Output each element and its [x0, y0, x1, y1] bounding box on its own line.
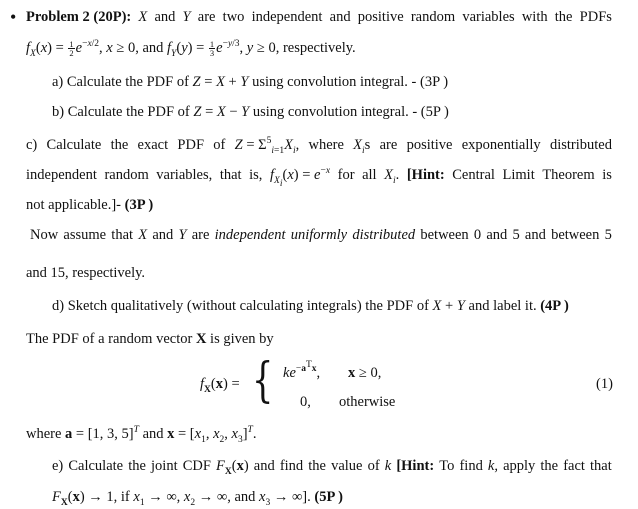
vector-intro: The PDF of a random vector X is given by — [26, 331, 274, 347]
equation-number: (1) — [596, 376, 613, 392]
where-line: where a = [1, 3, 5]$^T$ and $x = [x_1$, $x_2$, $x_3]^T$. — [26, 425, 257, 445]
equation-case-2-cond: otherwise — [339, 394, 396, 410]
part-b: b) Calculate the PDF of Z = X − Y using convolution integral. - (5P ) — [52, 104, 449, 120]
pdf-line: $f_X(x)$ = $\frac{1}{2}$ $e^{-x/2}$, x ≥ 0, and $f_Y(y)$ = $\frac{1}{3}$ $e^{-y/3}$, y ≥ 0, respectively. — [26, 39, 356, 59]
part-d: d) Sketch qualitatively (without calculating integrals) the PDF of X + Y and label it. (4P ) — [52, 298, 569, 314]
assume-line-1: Now assume that X and Y are independent uniformly distributed between 0 and 5 and between 5 — [30, 227, 612, 243]
left-brace: { — [252, 352, 274, 408]
part-e-line-2: $F_X(x) \to 1$, if $x_1$ → ∞, $x_2$ → ∞, and $x_3$ → ∞]. (5P ) — [52, 489, 343, 508]
equation-lhs: $f_X(x)$ = — [200, 376, 240, 395]
part-e-line-1: e) Calculate the joint CDF $F_X(x)$ and find the value of k [Hint: To find k, apply the fact that — [52, 458, 612, 477]
part-c-line-3: not applicable.]- (3P ) — [26, 197, 154, 213]
part-a: a) Calculate the PDF of Z = X + Y using convolution integral. - (3P ) — [52, 74, 449, 90]
part-c-line-1: c) Calculate the exact PDF of $Z = \Sigma^5_{i=1}X_i$, where $X_is$ are positive exponentially distributed — [26, 136, 612, 156]
part-c-line-2: independent random variables, that is, $f_{X_i}(x) = e^{-x}$ for all $X_i$. [Hint: Central Limit Theorem is — [26, 166, 612, 189]
equation-case-1: $ke^{-a^Tx}$, — [283, 360, 321, 381]
assume-line-2: and 15, respectively. — [26, 265, 146, 281]
problem-title: Problem 2 (20P): — [26, 9, 132, 25]
problem-line-1: Problem 2 (20P): X and Y are two independent and positive random variables with the PDFs — [26, 9, 612, 25]
equation-case-1-cond: x ≥ 0, — [348, 365, 382, 381]
bullet: • — [10, 7, 17, 27]
equation-case-2: 0, — [300, 394, 311, 410]
